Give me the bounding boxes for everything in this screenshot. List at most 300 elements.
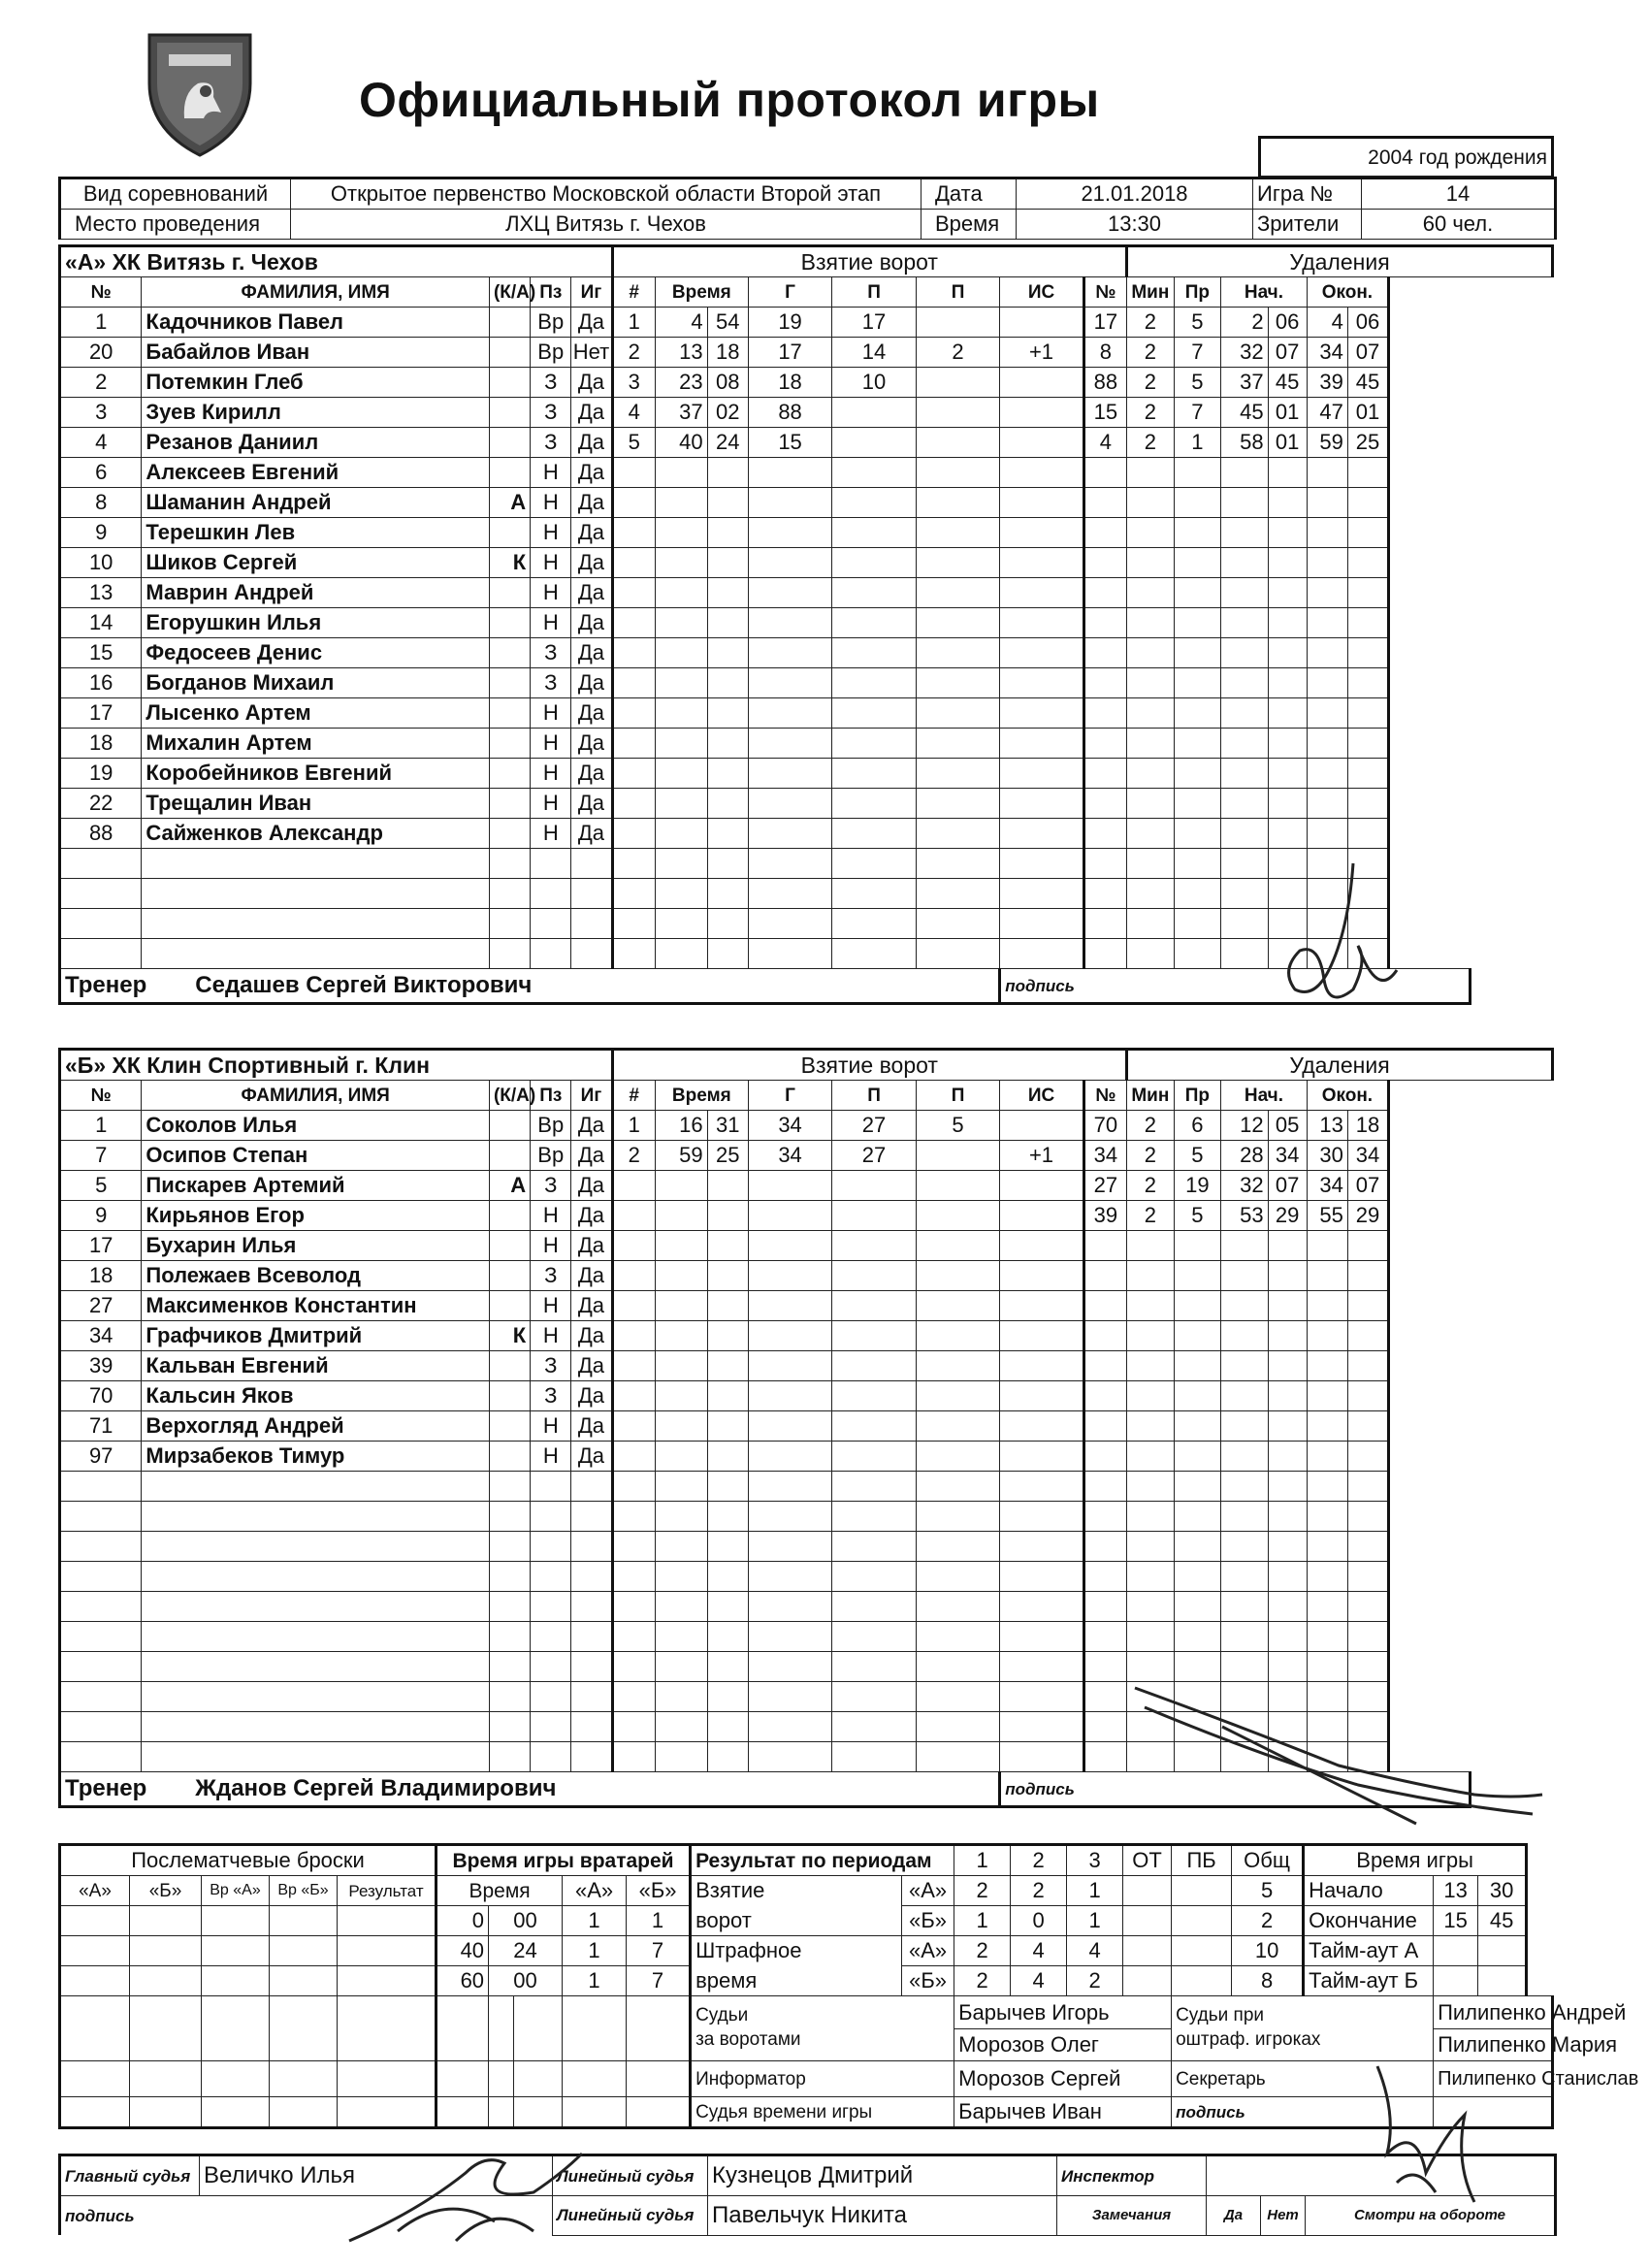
goal-assist-2: 5 bbox=[916, 1111, 999, 1141]
goal-assist-1 bbox=[832, 1231, 916, 1261]
goal-second bbox=[707, 1562, 748, 1592]
goal-second bbox=[707, 1442, 748, 1472]
gk-row3-a: 1 bbox=[563, 1966, 627, 1996]
penalty-end-min bbox=[1307, 668, 1347, 698]
coach-name: Жданов Сергей Владимирович bbox=[195, 1775, 557, 1801]
goal-assist-1 bbox=[832, 1682, 916, 1712]
penalty-start-sec bbox=[1268, 1472, 1307, 1502]
penalty-end-min bbox=[1307, 1411, 1347, 1442]
player-position bbox=[531, 849, 571, 879]
column-header: Иг bbox=[571, 1081, 612, 1111]
penalty-minutes bbox=[1127, 819, 1175, 849]
penalty-end-sec: 34 bbox=[1347, 1141, 1388, 1171]
player-number: 15 bbox=[60, 638, 142, 668]
player-number: 2 bbox=[60, 368, 142, 398]
player-position: Н bbox=[531, 759, 571, 789]
goal-assist-2 bbox=[916, 1652, 999, 1682]
penalty-reason bbox=[1174, 729, 1221, 759]
column-header: № bbox=[1083, 277, 1126, 308]
player-name: Коробейников Евгений bbox=[142, 759, 490, 789]
goal-assist-1 bbox=[832, 488, 916, 518]
gk-row2-a: 1 bbox=[563, 1936, 627, 1966]
player-number: 27 bbox=[60, 1291, 142, 1321]
player-name bbox=[142, 879, 490, 909]
player-position: З bbox=[531, 368, 571, 398]
goal-minute bbox=[655, 1201, 707, 1231]
player-position: Н bbox=[531, 1231, 571, 1261]
player-played: Да bbox=[571, 1141, 612, 1171]
penalty-start-sec: 34 bbox=[1268, 1141, 1307, 1171]
penalty-reason bbox=[1174, 638, 1221, 668]
table-row bbox=[60, 759, 1553, 789]
goal-minute: 40 bbox=[655, 428, 707, 458]
penalty-reason bbox=[1174, 1411, 1221, 1442]
penalty-start-sec: 07 bbox=[1268, 1171, 1307, 1201]
player-played: Да bbox=[571, 789, 612, 819]
goal-second bbox=[707, 518, 748, 548]
penalty-end-min: 4 bbox=[1307, 308, 1347, 338]
goal-assist-1 bbox=[832, 1321, 916, 1351]
penalty-reason bbox=[1174, 578, 1221, 608]
penalty-player: 39 bbox=[1083, 1201, 1126, 1231]
penalty-reason bbox=[1174, 1622, 1221, 1652]
penalty-start-sec bbox=[1268, 1321, 1307, 1351]
player-position: З bbox=[531, 1381, 571, 1411]
goal-strength bbox=[1000, 518, 1083, 548]
column-header: # bbox=[612, 1081, 655, 1111]
goal-scorer bbox=[748, 1562, 831, 1592]
player-name: Кальсин Яков bbox=[142, 1381, 490, 1411]
goal-assist-2 bbox=[916, 849, 999, 879]
goal-scorer bbox=[748, 1411, 831, 1442]
referees-table bbox=[58, 2154, 1557, 2236]
goal-assist-2 bbox=[916, 458, 999, 488]
player-name: Бабайлов Иван bbox=[142, 338, 490, 368]
penalty-start-min bbox=[1221, 789, 1269, 819]
penalty-start-sec bbox=[1268, 578, 1307, 608]
goals-a-p2: 2 bbox=[1011, 1876, 1067, 1906]
goal-assist-2 bbox=[916, 368, 999, 398]
penalty-start-min bbox=[1221, 488, 1269, 518]
goal-second bbox=[707, 698, 748, 729]
player-position: Н bbox=[531, 729, 571, 759]
goal-minute bbox=[655, 1291, 707, 1321]
pim-b-p1: 2 bbox=[954, 1966, 1011, 1996]
table-row bbox=[60, 729, 1553, 759]
penalty-start-min bbox=[1221, 518, 1269, 548]
penalty-end-min bbox=[1307, 819, 1347, 849]
penalty-end-sec bbox=[1347, 698, 1388, 729]
player-played: Да bbox=[571, 1231, 612, 1261]
player-position: Н bbox=[531, 789, 571, 819]
goal-minute bbox=[655, 1381, 707, 1411]
goal-second: 18 bbox=[707, 338, 748, 368]
player-played: Да bbox=[571, 458, 612, 488]
player-name: Мирзабеков Тимур bbox=[142, 1442, 490, 1472]
goal-number bbox=[612, 1562, 655, 1592]
penalty-start-sec bbox=[1268, 1592, 1307, 1622]
shootout-col-result: Результат bbox=[338, 1876, 436, 1906]
penalty-judge-2: Пилипенко Мария bbox=[1438, 2031, 1618, 2057]
penalty-start-min bbox=[1221, 1562, 1269, 1592]
goal-minute bbox=[655, 1351, 707, 1381]
goal-scorer bbox=[748, 698, 831, 729]
goal-second bbox=[707, 729, 748, 759]
table-row bbox=[60, 1141, 1553, 1171]
player-position: Н bbox=[531, 1442, 571, 1472]
remarks-label: Замечания bbox=[1057, 2196, 1207, 2236]
goal-assist-2 bbox=[916, 608, 999, 638]
goal-strength bbox=[1000, 428, 1083, 458]
player-played: Да bbox=[571, 1201, 612, 1231]
goal-second bbox=[707, 638, 748, 668]
player-role bbox=[489, 1442, 530, 1472]
player-position: З bbox=[531, 1351, 571, 1381]
pim-b-pb bbox=[1172, 1966, 1232, 1996]
penalty-end-sec bbox=[1347, 488, 1388, 518]
goal-scorer bbox=[748, 1442, 831, 1472]
penalty-reason bbox=[1174, 488, 1221, 518]
player-name bbox=[142, 1742, 490, 1772]
player-role bbox=[489, 1381, 530, 1411]
goal-number bbox=[612, 1502, 655, 1532]
player-role bbox=[489, 398, 530, 428]
player-number bbox=[60, 1652, 142, 1682]
penalty-end-min bbox=[1307, 1351, 1347, 1381]
player-role bbox=[489, 1502, 530, 1532]
goal-strength bbox=[1000, 1231, 1083, 1261]
penalty-minutes bbox=[1127, 849, 1175, 879]
goal-assist-1 bbox=[832, 1381, 916, 1411]
goal-minute bbox=[655, 849, 707, 879]
penalty-end-sec: 01 bbox=[1347, 398, 1388, 428]
penalty-start-min bbox=[1221, 819, 1269, 849]
player-played: Да bbox=[571, 308, 612, 338]
pim-label-2: время bbox=[691, 1966, 902, 1996]
penalty-player: 88 bbox=[1083, 368, 1126, 398]
penalty-start-min: 37 bbox=[1221, 368, 1269, 398]
player-number: 4 bbox=[60, 428, 142, 458]
table-row bbox=[60, 1532, 1553, 1562]
end-label: Окончание bbox=[1304, 1906, 1434, 1936]
penalty-minutes bbox=[1127, 1592, 1175, 1622]
penalty-player bbox=[1083, 1351, 1126, 1381]
remarks-yes: Да bbox=[1207, 2196, 1261, 2236]
goals-section-title: Взятие ворот bbox=[612, 1050, 1127, 1081]
date-label: Дата bbox=[922, 178, 1017, 210]
table-row bbox=[60, 1201, 1553, 1231]
goal-strength bbox=[1000, 368, 1083, 398]
penalty-player bbox=[1083, 879, 1126, 909]
player-name bbox=[142, 1712, 490, 1742]
penalty-minutes bbox=[1127, 578, 1175, 608]
penalty-minutes bbox=[1127, 1562, 1175, 1592]
period-col-2: 2 bbox=[1011, 1845, 1067, 1876]
player-name bbox=[142, 939, 490, 969]
penalty-minutes bbox=[1127, 759, 1175, 789]
penalty-start-min bbox=[1221, 1472, 1269, 1502]
goal-strength bbox=[1000, 1562, 1083, 1592]
goal-assist-2 bbox=[916, 398, 999, 428]
goal-second bbox=[707, 668, 748, 698]
venue-value: ЛХЦ Витязь г. Чехов bbox=[291, 210, 922, 240]
penalty-judge-1: Пилипенко Андрей bbox=[1434, 1997, 1551, 2029]
goal-number bbox=[612, 759, 655, 789]
penalty-start-min bbox=[1221, 1291, 1269, 1321]
player-played: Да bbox=[571, 1321, 612, 1351]
penalty-end-min bbox=[1307, 1562, 1347, 1592]
penalty-end-sec bbox=[1347, 1532, 1388, 1562]
penalty-end-sec bbox=[1347, 819, 1388, 849]
penalties-section-title: Удаления bbox=[1127, 246, 1553, 277]
time-label: Время bbox=[922, 210, 1017, 240]
player-position: Н bbox=[531, 1321, 571, 1351]
goal-minute bbox=[655, 1622, 707, 1652]
column-header: № bbox=[60, 1081, 142, 1111]
goal-number bbox=[612, 1682, 655, 1712]
penalty-player bbox=[1083, 819, 1126, 849]
gk-row2-ss: 24 bbox=[489, 1936, 563, 1966]
penalty-player bbox=[1083, 1652, 1126, 1682]
goal-assist-1 bbox=[832, 759, 916, 789]
goal-assist-1 bbox=[832, 1261, 916, 1291]
goal-scorer bbox=[748, 849, 831, 879]
goal-minute bbox=[655, 638, 707, 668]
goal-scorer bbox=[748, 608, 831, 638]
goal-assist-1 bbox=[832, 1712, 916, 1742]
penalty-player bbox=[1083, 1261, 1126, 1291]
penalty-start-min bbox=[1221, 458, 1269, 488]
penalty-minutes bbox=[1127, 1502, 1175, 1532]
penalty-start-min bbox=[1221, 1321, 1269, 1351]
penalty-start-min bbox=[1221, 1411, 1269, 1442]
goal-assist-2 bbox=[916, 1261, 999, 1291]
player-role: К bbox=[489, 548, 530, 578]
penalty-minutes bbox=[1127, 1351, 1175, 1381]
goal-minute bbox=[655, 488, 707, 518]
secretary-label: Секретарь bbox=[1172, 2061, 1434, 2097]
penalty-reason bbox=[1174, 1351, 1221, 1381]
penalty-player bbox=[1083, 1742, 1126, 1772]
player-role bbox=[489, 1622, 530, 1652]
goal-minute bbox=[655, 1472, 707, 1502]
penalty-end-sec bbox=[1347, 1321, 1388, 1351]
time-value: 13:30 bbox=[1017, 210, 1253, 240]
goal-number: 1 bbox=[612, 308, 655, 338]
column-header: № bbox=[60, 277, 142, 308]
player-position: З bbox=[531, 668, 571, 698]
player-role bbox=[489, 1532, 530, 1562]
column-header: Нач. bbox=[1221, 277, 1308, 308]
penalty-reason: 7 bbox=[1174, 338, 1221, 368]
informer-name: Морозов Сергей bbox=[954, 2061, 1172, 2097]
player-played: Да bbox=[571, 668, 612, 698]
birth-year-box bbox=[1258, 136, 1554, 177]
goal-assist-1 bbox=[832, 1592, 916, 1622]
player-name: Алексеев Евгений bbox=[142, 458, 490, 488]
penalty-minutes bbox=[1127, 1291, 1175, 1321]
player-role bbox=[489, 759, 530, 789]
goal-second bbox=[707, 488, 748, 518]
penalty-start-sec bbox=[1268, 1502, 1307, 1532]
goal-judges-cell bbox=[954, 1996, 1172, 2061]
player-name bbox=[142, 1532, 490, 1562]
player-number: 6 bbox=[60, 458, 142, 488]
player-played bbox=[571, 1502, 612, 1532]
goal-strength bbox=[1000, 1592, 1083, 1622]
penalty-start-sec bbox=[1268, 729, 1307, 759]
spectators-label: Зрители bbox=[1253, 210, 1362, 240]
goals-team-a-label: «А» bbox=[902, 1876, 954, 1906]
table-row bbox=[60, 608, 1553, 638]
penalty-start-sec bbox=[1268, 1231, 1307, 1261]
goal-scorer bbox=[748, 1652, 831, 1682]
goal-number bbox=[612, 578, 655, 608]
penalty-end-sec bbox=[1347, 668, 1388, 698]
player-number: 3 bbox=[60, 398, 142, 428]
player-role: К bbox=[489, 1321, 530, 1351]
goal-number bbox=[612, 1351, 655, 1381]
column-header: П bbox=[832, 277, 916, 308]
penalty-reason bbox=[1174, 1472, 1221, 1502]
goal-assist-2 bbox=[916, 1562, 999, 1592]
penalty-end-sec bbox=[1347, 729, 1388, 759]
pim-b-p2: 4 bbox=[1011, 1966, 1067, 1996]
penalty-start-min bbox=[1221, 578, 1269, 608]
penalty-start-sec bbox=[1268, 1381, 1307, 1411]
player-role bbox=[489, 338, 530, 368]
goal-second: 08 bbox=[707, 368, 748, 398]
gk-time-title: Время игры вратарей bbox=[436, 1845, 691, 1876]
penalty-reason bbox=[1174, 1532, 1221, 1562]
player-name: Соколов Илья bbox=[142, 1111, 490, 1141]
penalty-player bbox=[1083, 1231, 1126, 1261]
player-position bbox=[531, 1682, 571, 1712]
penalty-start-min bbox=[1221, 729, 1269, 759]
penalty-end-min: 39 bbox=[1307, 368, 1347, 398]
goal-minute bbox=[655, 789, 707, 819]
penalty-judges-cell bbox=[1434, 1996, 1627, 2061]
player-position: Вр bbox=[531, 1111, 571, 1141]
penalty-reason bbox=[1174, 819, 1221, 849]
penalty-reason: 19 bbox=[1174, 1171, 1221, 1201]
player-number bbox=[60, 1472, 142, 1502]
penalty-end-min bbox=[1307, 789, 1347, 819]
goal-scorer bbox=[748, 1622, 831, 1652]
player-position bbox=[531, 939, 571, 969]
goal-assist-2: 2 bbox=[916, 338, 999, 368]
goal-second bbox=[707, 1682, 748, 1712]
goal-assist-1 bbox=[832, 1472, 916, 1502]
penalty-start-min: 53 bbox=[1221, 1201, 1269, 1231]
goals-a-p1: 2 bbox=[954, 1876, 1011, 1906]
player-number: 14 bbox=[60, 608, 142, 638]
penalty-end-min bbox=[1307, 1231, 1347, 1261]
goal-assist-2 bbox=[916, 879, 999, 909]
player-name: Верхогляд Андрей bbox=[142, 1411, 490, 1442]
penalty-end-sec bbox=[1347, 789, 1388, 819]
page-title: Официальный протокол игры bbox=[359, 73, 1100, 127]
goal-scorer bbox=[748, 1682, 831, 1712]
penalty-player bbox=[1083, 548, 1126, 578]
penalty-start-sec bbox=[1268, 1411, 1307, 1442]
table-row bbox=[60, 458, 1553, 488]
pim-b-ot bbox=[1123, 1966, 1172, 1996]
goals-a-ot bbox=[1123, 1876, 1172, 1906]
table-row bbox=[60, 308, 1553, 338]
goal-strength bbox=[1000, 939, 1083, 969]
column-header: # bbox=[612, 277, 655, 308]
goal-number bbox=[612, 1381, 655, 1411]
penalty-start-sec bbox=[1268, 1622, 1307, 1652]
penalty-start-sec bbox=[1268, 668, 1307, 698]
penalty-end-min bbox=[1307, 759, 1347, 789]
player-position bbox=[531, 1472, 571, 1502]
goal-assist-2 bbox=[916, 578, 999, 608]
penalty-start-min bbox=[1221, 1351, 1269, 1381]
coach-cell bbox=[60, 969, 1000, 1004]
penalty-minutes bbox=[1127, 488, 1175, 518]
penalty-start-sec bbox=[1268, 608, 1307, 638]
goals-b-p2: 0 bbox=[1011, 1906, 1067, 1936]
player-name: Зуев Кирилл bbox=[142, 398, 490, 428]
timekeeper-name: Барычев Иван bbox=[954, 2097, 1172, 2128]
player-played bbox=[571, 1682, 612, 1712]
period-col-3: 3 bbox=[1067, 1845, 1123, 1876]
period-col-1: 1 bbox=[954, 1845, 1011, 1876]
player-name: Егорушкин Илья bbox=[142, 608, 490, 638]
penalty-start-min: 28 bbox=[1221, 1141, 1269, 1171]
player-played: Да bbox=[571, 1111, 612, 1141]
player-position: Н bbox=[531, 458, 571, 488]
goal-second bbox=[707, 578, 748, 608]
player-number: 19 bbox=[60, 759, 142, 789]
goal-number bbox=[612, 548, 655, 578]
penalty-end-sec: 07 bbox=[1347, 338, 1388, 368]
goal-second bbox=[707, 759, 748, 789]
shootout-col-a: «А» bbox=[60, 1876, 130, 1906]
player-role bbox=[489, 458, 530, 488]
shootout-col-gk-b: Вр «Б» bbox=[270, 1876, 338, 1906]
player-role bbox=[489, 1231, 530, 1261]
table-row bbox=[60, 578, 1553, 608]
penalty-start-sec bbox=[1268, 1562, 1307, 1592]
player-name: Сайженков Александр bbox=[142, 819, 490, 849]
player-number: 16 bbox=[60, 668, 142, 698]
column-header: Г bbox=[748, 1081, 831, 1111]
goal-minute bbox=[655, 608, 707, 638]
goal-scorer bbox=[748, 1742, 831, 1772]
pim-a-p1: 2 bbox=[954, 1936, 1011, 1966]
penalty-minutes bbox=[1127, 1411, 1175, 1442]
goal-assist-1 bbox=[832, 849, 916, 879]
player-played: Да bbox=[571, 548, 612, 578]
team-b-coach-signature-icon bbox=[1125, 1669, 1552, 1863]
penalty-minutes: 2 bbox=[1127, 338, 1175, 368]
goal-assist-2 bbox=[916, 909, 999, 939]
goal-scorer bbox=[748, 578, 831, 608]
goal-assist-1 bbox=[832, 1622, 916, 1652]
penalty-end-sec bbox=[1347, 518, 1388, 548]
player-role bbox=[489, 608, 530, 638]
goal-number bbox=[612, 1231, 655, 1261]
goal-minute: 59 bbox=[655, 1141, 707, 1171]
goal-second bbox=[707, 1652, 748, 1682]
goal-scorer bbox=[748, 1291, 831, 1321]
player-played: Да bbox=[571, 578, 612, 608]
table-row bbox=[60, 1381, 1553, 1411]
goal-scorer bbox=[748, 789, 831, 819]
